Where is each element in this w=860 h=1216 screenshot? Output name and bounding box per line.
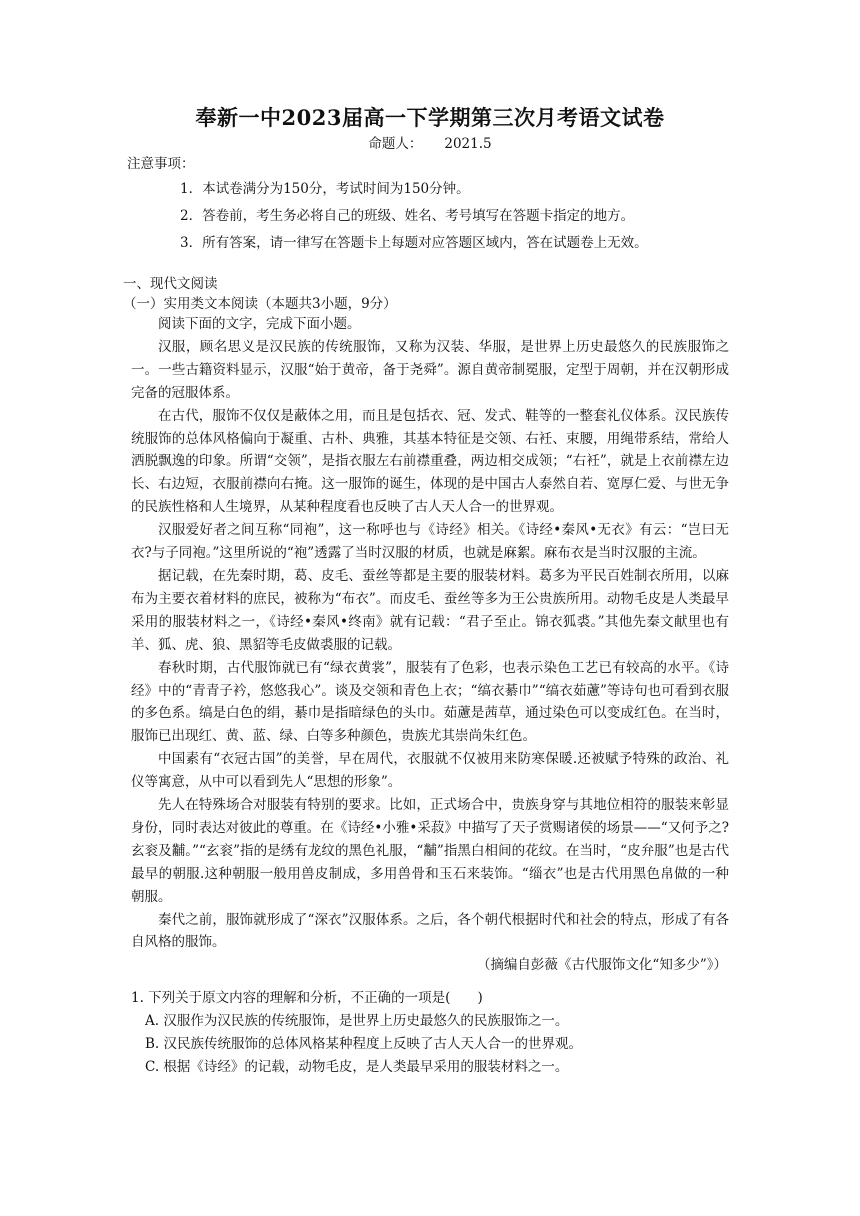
section-title: 一、现代文阅读 — [123, 276, 218, 292]
option-a: A. 汉服作为汉民族的传统服饰，是世界上历史最悠久的民族服饰之一。 — [145, 1012, 569, 1029]
note-item: 1．本试卷满分为150分，考试时间为150分钟。 — [180, 181, 470, 197]
passage-paragraph: 汉服，顾名思义是汉民族的传统服饰，又称为汉装、华服，是世界上历史最悠久的民族服饰之一。一些古籍资料显示，汉服“始于黄帝，备于尧舜”。源自黄帝制冕服，定型于周朝，并在汉朝形成完备的冠服体系。 — [131, 338, 729, 401]
passage-paragraph: 秦代之前，服饰就形成了“深衣”汉服体系。之后，各个朝代根据时代和社会的特点，形成了有各自风格的服饰。 — [131, 911, 729, 951]
note-item: 2．答卷前，考生务必将自己的班级、姓名、考号填写在答题卡指定的地方。 — [180, 208, 635, 224]
note-item: 3．所有答案，请一律写在答题卡上每题对应答题区域内，答在试题卷上无效。 — [180, 235, 648, 251]
question-1 — [131, 987, 731, 1079]
option-b: B. 汉民族传统服饰的总体风格某种程度上反映了古人天人合一的世界观。 — [145, 1035, 583, 1052]
author-label: 命题人： — [368, 136, 423, 152]
notes-heading: 注意事项： — [127, 156, 195, 172]
question-stem: 1. 下列关于原文内容的理解和分析，不正确的一项是( ) — [131, 990, 483, 1006]
author-line — [0, 132, 860, 152]
notes-list — [180, 176, 740, 257]
passage-source: （摘编自彭薇《古代服饰文化“知多少”》） — [476, 957, 727, 974]
reading-passage — [131, 313, 729, 977]
instruction-text: 阅读下面的文字，完成下面小题。 — [158, 316, 361, 332]
passage-paragraph: 在古代，服饰不仅仅是蔽体之用，而且是包括衣、冠、发式、鞋等的一整套礼仪体系。汉民族传统服饰的总体风格偏向于凝重、古朴、典雅，其基本特征是交领、右衽、束腰，用绳带系结，常给人洒脱飘逸的印象。所谓“交领”，是指衣服左右前襟重叠，两边相交成领；“右衽”，就是上衣前襟左边长、右边短，衣服前襟向右掩。这一服饰的诞生，体现的是中国古人泰然自若、宽厚仁爱、与世无争的民族性格和人生境界，从某种程度看也反映了古人天人合一的世界观。 — [131, 407, 729, 516]
passage-paragraph: 汉服爱好者之间互称“同袍”，这一称呼也与《诗经》相关。《诗经•秦风•无衣》有云：“岂曰无衣?与子同袍。”这里所说的“袍”透露了当时汉服的材质，也就是麻絮。麻布衣是当时汉服的主流。 — [131, 522, 729, 562]
passage-paragraph: 春秋时期，古代服饰就已有“绿衣黄裳”，服装有了色彩，也表示染色工艺已有较高的水平。《诗经》中的“青青子衿，悠悠我心”。谈及交领和青色上衣；“缟衣綦巾”“缟衣茹藘”等诗句也可看到衣服的多色系。缟是白色的绢，綦巾是指暗绿色的头巾。茹藘是茜草，通过染色可以变成红色。在当时，服饰已出现红、黄、蓝、绿、白等多种颜色，贵族尤其崇尚朱红色。 — [131, 659, 729, 745]
passage-paragraph: 据记载，在先秦时期，葛、皮毛、蚕丝等都是主要的服装材料。葛多为平民百姓制衣所用，以麻布为主要衣着材料的庶民，被称为“布衣”。而皮毛、蚕丝等多为王公贵族所用。动物毛皮是人类最早采用的服装材料之一，《诗经•秦风•终南》就有记载：“君子至止。锦衣狐裘。”其他先秦文献里也有羊、狐、虎、狼、黑貂等毛皮做裘服的记载。 — [131, 567, 729, 653]
passage-paragraph: 先人在特殊场合对服装有特别的要求。比如，正式场合中，贵族身穿与其地位相符的服装来彰显身份，同时表达对彼此的尊重。在《诗经•小雅•采菽》中描写了天子赏赐诸侯的场景——“又何予之?玄衮及黼。”“玄衮”指的是绣有龙纹的黑色礼服，“黼”指黑白相间的花纹。在当时，“皮弁服”也是古代最早的朝服.这种朝服一般用兽皮制成，多用兽骨和玉石来装饰。“缁衣”也是古代用黑色帛做的一种朝服。 — [131, 797, 729, 905]
exam-date: 2021.5 — [444, 136, 492, 152]
option-c: C. 根据《诗经》的记载，动物毛皮，是人类最早采用的服装材料之一。 — [145, 1058, 569, 1075]
section-subtitle: （一）实用类文本阅读（本题共3小题，9分） — [123, 296, 397, 312]
passage-paragraph: 中国素有“衣冠古国”的美誉，早在周代，衣服就不仅被用来防寒保暖.还被赋予特殊的政治、礼仪等寓意，从中可以看到先人“思想的形象”。 — [131, 751, 729, 791]
exam-title: 奉新一中2023届高一下学期第三次月考语文试卷 — [195, 105, 665, 130]
